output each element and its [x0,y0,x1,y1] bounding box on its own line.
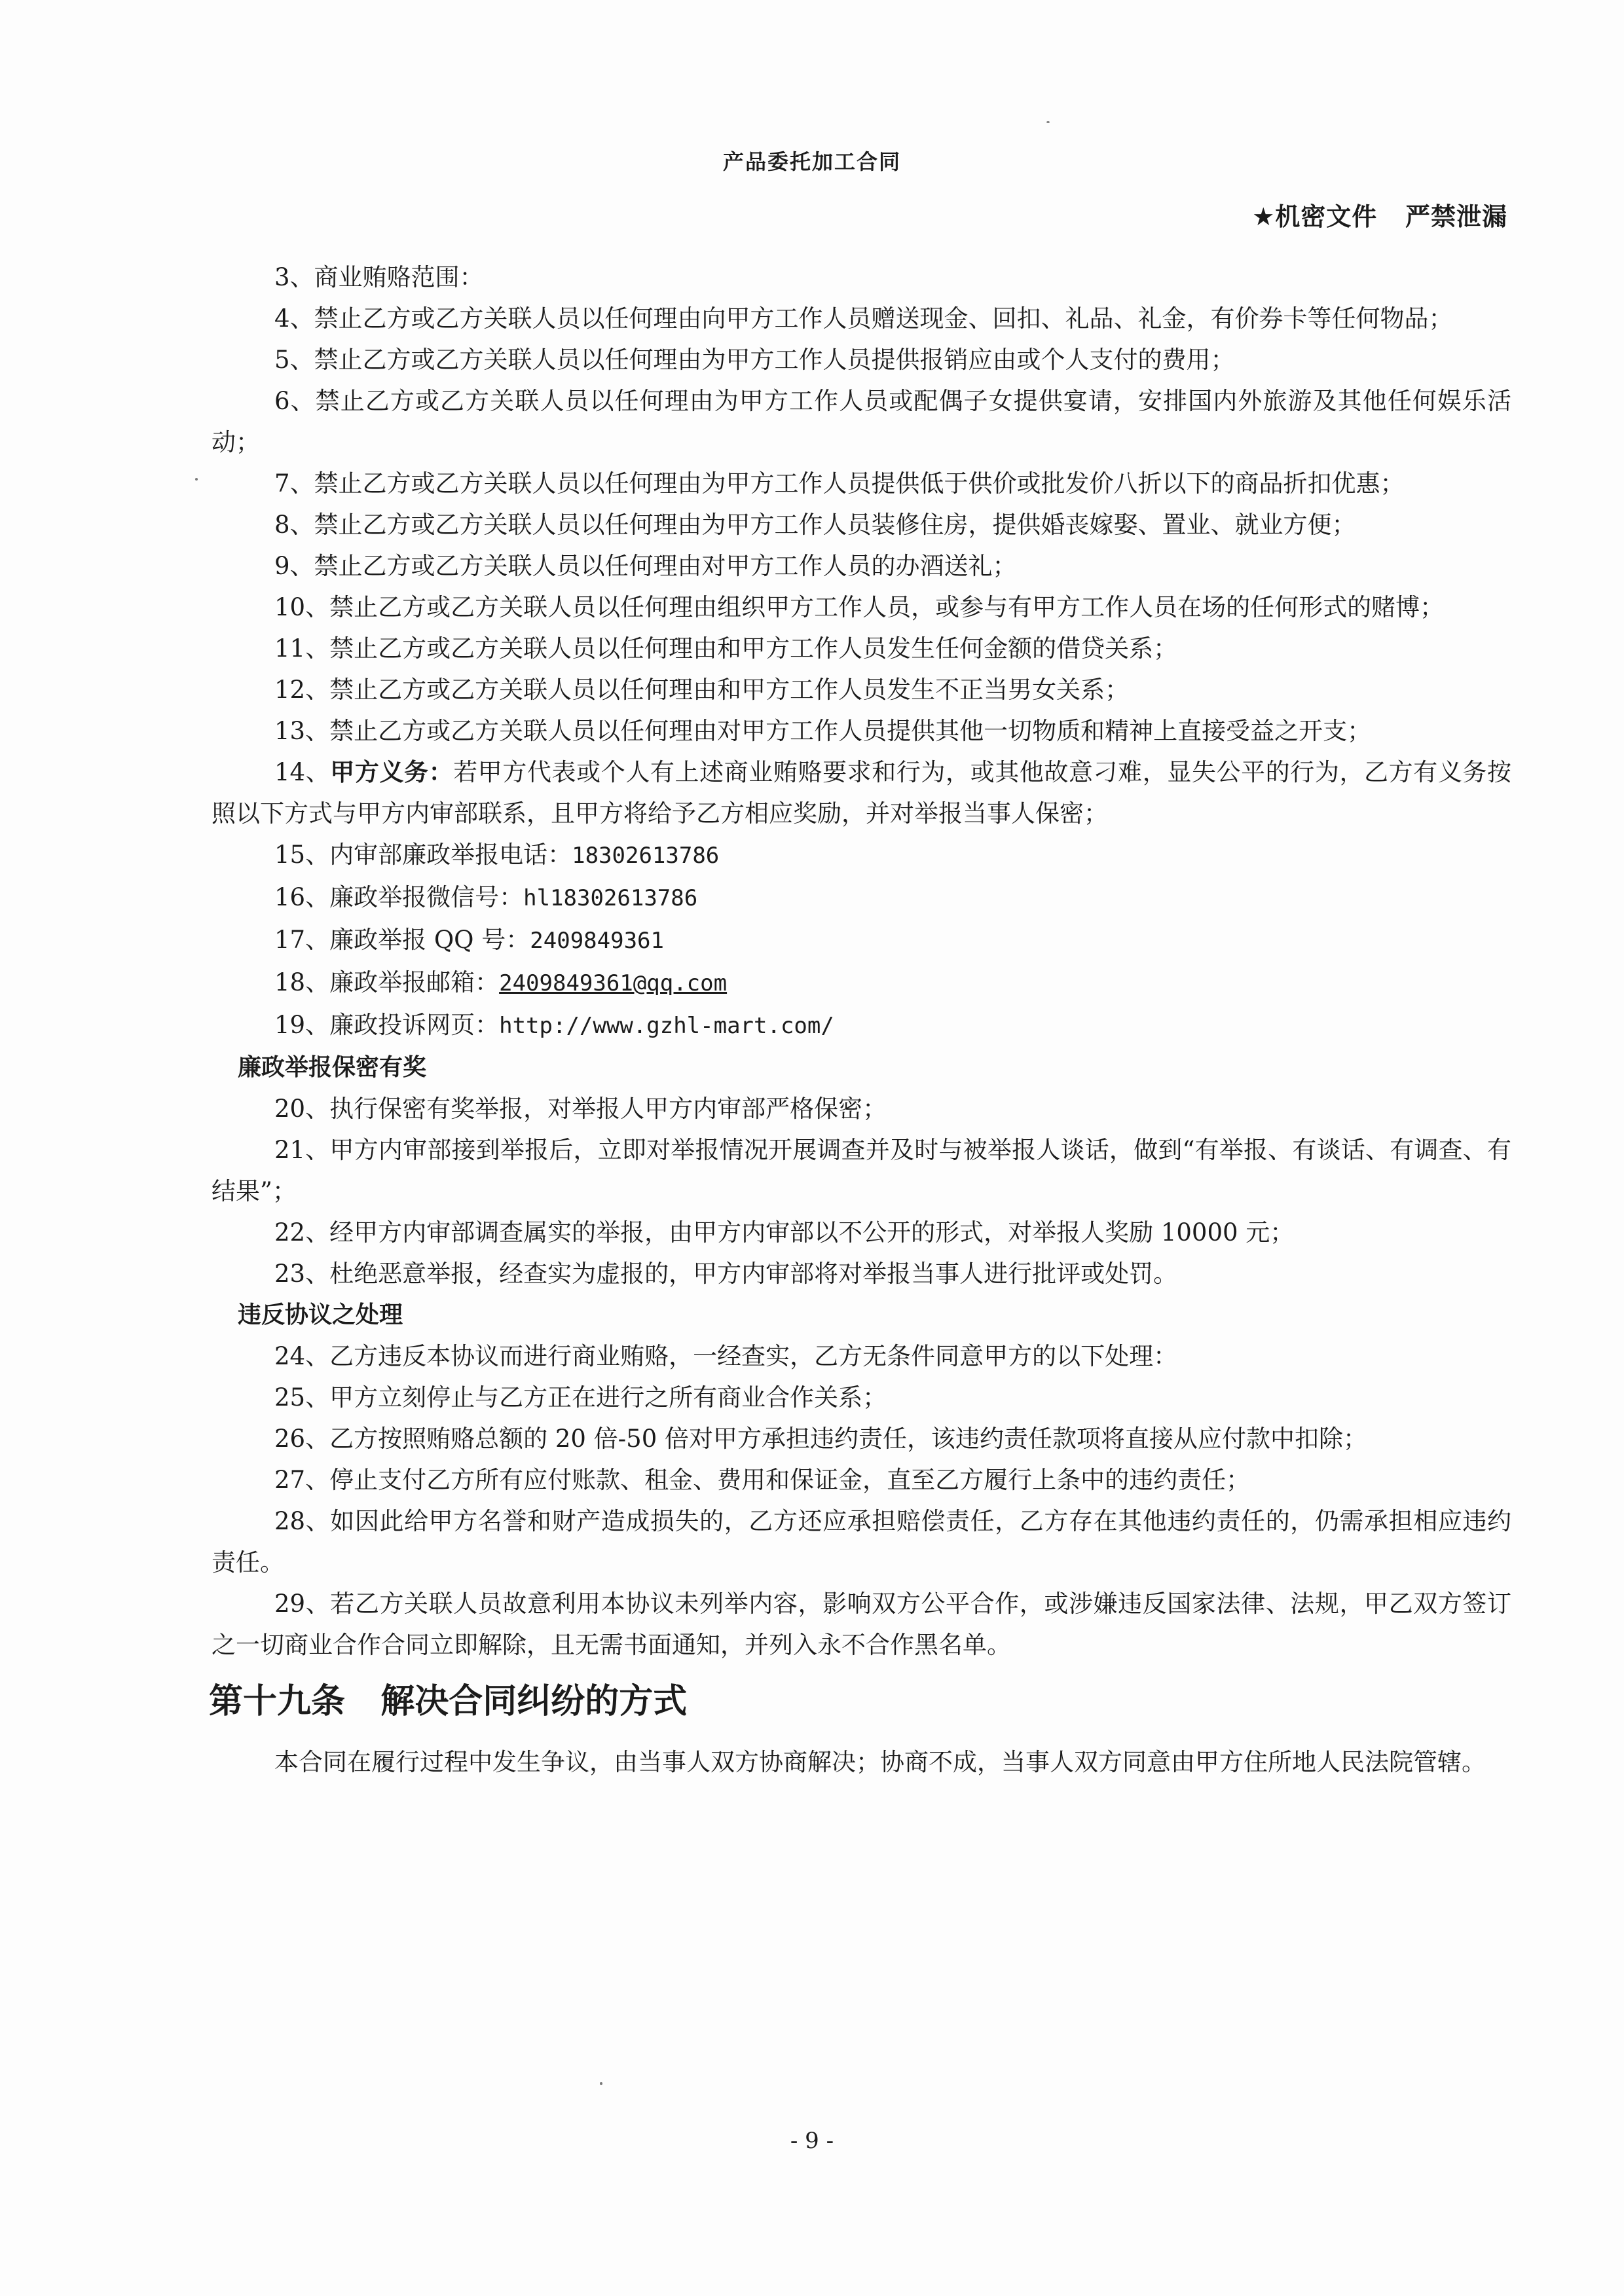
clause-7: 7、禁止乙方或乙方关联人员以任何理由为甲方工作人员提供低于供价或批发价八折以下的商品折扣优惠； [274,469,1405,498]
violation-section-heading: 违反协议之处理 [238,1302,403,1328]
clause-14-number: 14、 [274,758,331,786]
contact-email-label: 18、廉政举报邮箱： [274,968,500,996]
article-19-text: 本合同在履行过程中发生争议，由当事人双方协商解决；协商不成，当事人双方同意由甲方住所地人民法院管辖。 [274,1748,1486,1776]
contact-email [212,962,1511,1004]
clause-24: 24、乙方违反本协议而进行商业贿赂，一经查实，乙方无条件同意甲方的以下处理： [274,1342,1178,1370]
clause-14 [212,752,1511,834]
clause-14-heading: 甲方义务： [330,758,454,786]
clause-12: 12、禁止乙方或乙方关联人员以任何理由和甲方工作人员发生不正当男女关系； [274,676,1130,704]
contact-wechat [212,877,1511,919]
contact-qq-value: 2409849361 [530,928,664,954]
contact-email-link[interactable]: 2409849361@qq.com [499,970,728,996]
clause-27: 27、停止支付乙方所有应付账款、租金、费用和保证金，直至乙方履行上条中的违约责任； [274,1466,1251,1494]
reward-section-heading: 廉政举报保密有奖 [238,1054,427,1081]
contact-wechat-label: 16、廉政举报微信号： [274,883,524,911]
clause-28: 28、如因此给甲方名誉和财产造成损失的，乙方还应承担赔偿责任，乙方存在其他违约责任的，仍需承担相应违约责任。 [212,1507,1511,1576]
clause-6: 6、禁止乙方或乙方关联人员以任何理由为甲方工作人员或配偶子女提供宴请，安排国内外旅游及其他任何娱乐活动； [212,387,1511,456]
clause-20: 20、执行保密有奖举报，对举报人甲方内审部严格保密； [274,1095,887,1123]
article-19-title: 第十九条 解决合同纠纷的方式 [209,1682,688,1721]
clause-21: 21、甲方内审部接到举报后，立即对举报情况开展调查并及时与被举报人谈话，做到“有举报、有谈话、有调查、有结果”； [212,1136,1511,1205]
contact-website [212,1004,1511,1047]
document-body [209,257,1511,1783]
clause-14-text: 若甲方代表或个人有上述商业贿赂要求和行为，或其他故意刁难，显失公平的行为，乙方有义务按照以下方式与甲方内审部联系，且甲方将给予乙方相应奖励，并对举报当事人保密； [212,758,1511,828]
confidential-notice: ★机密文件 严禁泄漏 [1252,202,1507,231]
contact-phone [212,834,1511,877]
contact-website-label: 19、廉政投诉网页： [274,1011,500,1039]
clause-10: 10、禁止乙方或乙方关联人员以任何理由组织甲方工作人员，或参与有甲方工作人员在场的任何形式的赌博； [274,593,1445,621]
scan-speck [1046,121,1050,123]
scan-speck [600,2082,602,2085]
contact-wechat-value: hl18302613786 [523,885,698,911]
clause-5: 5、禁止乙方或乙方关联人员以任何理由为甲方工作人员提供报销应由或个人支付的费用； [274,346,1235,374]
clause-29: 29、若乙方关联人员故意利用本协议未列举内容，影响双方公平合作，或涉嫌违反国家法律、法规，甲乙双方签订之一切商业合作合同立即解除，且无需书面通知，并列入永不合作黑名单。 [212,1590,1511,1659]
document-header-title: 产品委托加工合同 [722,149,901,174]
clause-11: 11、禁止乙方或乙方关联人员以任何理由和甲方工作人员发生任何金额的借贷关系； [274,634,1178,663]
clause-13: 13、禁止乙方或乙方关联人员以任何理由对甲方工作人员提供其他一切物质和精神上直接受益之开支； [274,717,1372,745]
contact-qq-label: 17、廉政举报 QQ 号： [274,926,530,954]
clause-4: 4、禁止乙方或乙方关联人员以任何理由向甲方工作人员赠送现金、回扣、礼品、礼金，有价券卡等任何物品； [274,304,1453,333]
contact-website-link[interactable]: http://www.gzhl-mart.com/ [499,1013,834,1039]
clause-8: 8、禁止乙方或乙方关联人员以任何理由为甲方工作人员装修住房，提供婚丧嫁娶、置业、就业方便； [274,511,1356,539]
contact-phone-label: 15、内审部廉政举报电话： [274,841,572,869]
contact-qq [212,919,1511,962]
clause-9: 9、禁止乙方或乙方关联人员以任何理由对甲方工作人员的办酒送礼； [274,552,1017,580]
clause-3: 3、商业贿赂范围： [274,263,484,291]
clause-23: 23、杜绝恶意举报，经查实为虚报的，甲方内审部将对举报当事人进行批评或处罚。 [274,1260,1178,1288]
clause-26: 26、乙方按照贿赂总额的 20 倍-50 倍对甲方承担违约责任，该违约责任款项将直接从应付款中扣除； [274,1425,1368,1453]
page-number: - 9 - [790,2128,834,2154]
scan-speck [195,478,198,481]
contact-phone-value: 18302613786 [572,843,720,869]
clause-22: 22、经甲方内审部调查属实的举报，由甲方内审部以不公开的形式，对举报人奖励 10000 元； [274,1218,1295,1247]
clause-25: 25、甲方立刻停止与乙方正在进行之所有商业合作关系； [274,1383,887,1412]
